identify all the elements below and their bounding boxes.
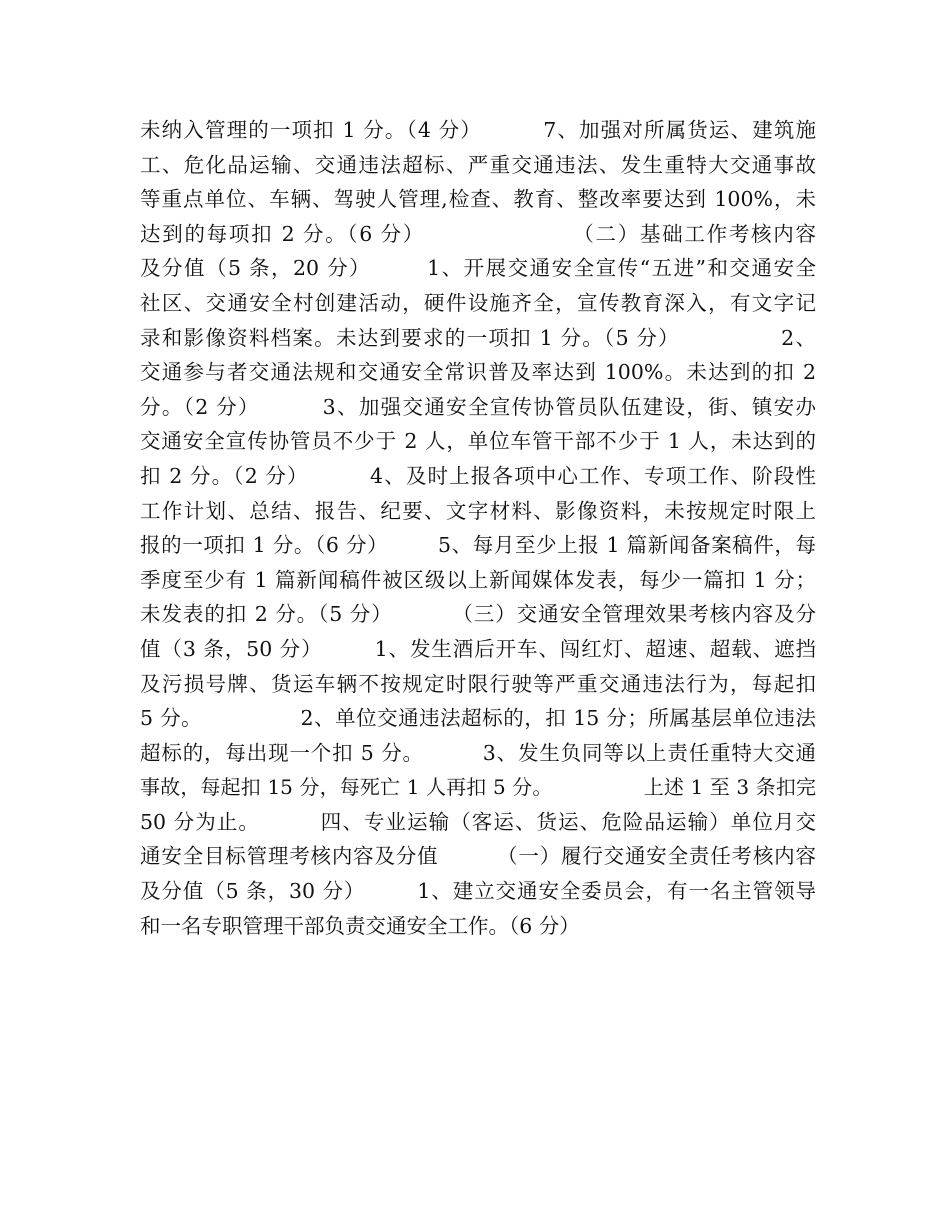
text-line: 报的一项扣 1 分。（6 分） 5、每月至少上报 1 篇新闻备案稿件，每 [140,533,816,558]
text-line: 季度至少有 1 篇新闻稿件被区级以上新闻媒体发表，每少一篇扣 1 分； [140,567,816,592]
text-line: 工作计划、总结、报告、纪要、文字材料、影像资料，未按规定时限上 [140,498,816,523]
text-line: 等重点单位、车辆、驾驶人管理,检查、教育、整改率要达到 100%，未 [140,187,816,212]
text-line: 扣 2 分。（2 分） 4、及时上报各项中心工作、专项工作、阶段性 [140,463,816,488]
text-line: 及污损号牌、货运车辆不按规定时限行驶等严重交通违法行为，每起扣 [140,671,816,696]
text-line: 值（3 条，50 分） 1、发生酒后开车、闯红灯、超速、超载、遮挡 [140,636,816,661]
text-line: 交通参与者交通法规和交通安全常识普及率达到 100%。未达到的扣 2 [140,360,816,385]
text-line: 交通安全宣传协管员不少于 2 人，单位车管干部不少于 1 人，未达到的 [140,429,816,454]
text-line: 50 分为止。 四、专业运输（客运、货运、危险品运输）单位月交 [140,809,816,834]
text-line: 未纳入管理的一项扣 1 分。（4 分） 7、加强对所属货运、建筑施 [140,118,816,142]
text-line: 事故，每起扣 15 分，每死亡 1 人再扣 5 分。 上述 1 至 3 条扣完 [140,775,816,800]
text-line: 社区、交通安全村创建活动，硬件设施齐全，宣传教育深入，有文字记 [140,290,816,315]
text-line: 达到的每项扣 2 分。（6 分） （二）基础工作考核内容 [140,221,816,246]
text-line: 及分值（5 条，20 分） 1、开展交通安全宣传“五进”和交通安全 [140,256,816,281]
text-line: 和一名专职管理干部负责交通安全工作。（6 分） [140,913,580,938]
text-line: 5 分。 2、单位交通违法超标的，扣 15 分；所属基层单位违法 [140,706,816,731]
document-body-text [140,113,816,943]
text-line: 未发表的扣 2 分。（5 分） （三）交通安全管理效果考核内容及分 [140,602,816,627]
text-line: 工、危化品运输、交通违法超标、严重交通违法、发生重特大交通事故 [140,152,816,177]
text-line: 录和影像资料档案。未达到要求的一项扣 1 分。（5 分） 2、 [140,325,816,350]
text-line: 通安全目标管理考核内容及分值 （一）履行交通安全责任考核内容 [140,844,816,869]
text-line: 分。（2 分） 3、加强交通安全宣传协管员队伍建设，街、镇安办 [140,394,816,419]
text-line: 超标的，每出现一个扣 5 分。 3、发生负同等以上责任重特大交通 [140,740,816,765]
text-line: 及分值（5 条，30 分） 1、建立交通安全委员会，有一名主管领导 [140,879,816,904]
